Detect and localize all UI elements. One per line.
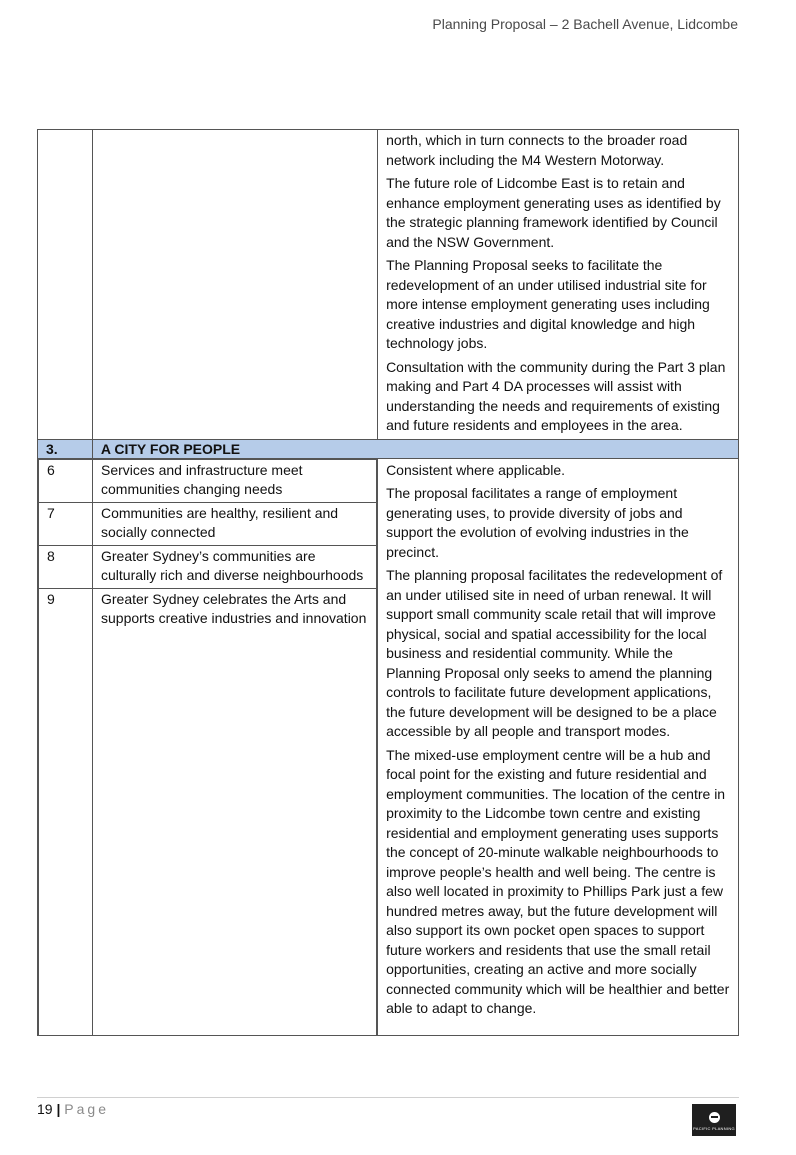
continuation-response-cell [378, 130, 739, 440]
footer-divider [37, 1097, 739, 1098]
strategy-table [37, 129, 739, 1036]
response-paragraph: The mixed-use employment centre will be a hub and focal point for the existing and future residential and employment communities. The location of the centre in proximity to the Lidcombe town centre and existing residential and employment generating uses supports the concept of 20-minute walkable neighbourhoods to improve people’s health and well being. The centre is also well located in proximity to Phillips Park just a few hundred metres away, but the future development will also support its own pocket open spaces to support future workers and residents that use the small retail opportunities, creating an active and more socially connected community which will be healthier and better able to adapt to change. [386, 746, 730, 1016]
objective-number: 8 [39, 545, 93, 588]
objectives-row [38, 458, 739, 1036]
section-heading-row [38, 439, 739, 458]
section-number: 3. [38, 439, 93, 458]
response-paragraph: Consistent where applicable. [386, 461, 566, 478]
response-paragraph: Consultation with the community during the Part 3 plan making and Part 4 DA processes will assist with understanding the needs and requirements of existing and future residents and employees in the area. [386, 358, 726, 433]
objective-row [39, 502, 377, 545]
objective-number: 6 [39, 459, 93, 502]
consistency-response-cell [378, 458, 739, 1036]
footer-separator: | [56, 1101, 61, 1117]
objective-text: Services and infrastructure meet communities changing needs [93, 459, 377, 502]
logo-mark-icon [709, 1112, 720, 1123]
page-footer [37, 1101, 109, 1117]
response-paragraph: The future role of Lidcombe East is to retain and enhance employment generating uses as identified by the strategic planning framework identified by Council and the NSW Government. [386, 175, 721, 250]
objective-text: Communities are healthy, resilient and socially connected [93, 502, 377, 545]
objective-row [39, 588, 377, 1035]
objective-row [39, 545, 377, 588]
page-number: 19 [37, 1101, 53, 1117]
response-paragraph: The proposal facilitates a range of employment generating uses, to provide diversity of jobs and support the evolution of evolving industries in the precinct. [386, 485, 689, 560]
page-label: Page [64, 1101, 109, 1117]
empty-number-cell [38, 130, 93, 440]
logo-text: PACIFIC PLANNING [693, 1125, 735, 1131]
response-paragraph: The Planning Proposal seeks to facilitate the redevelopment of an under utilised industrial site for more intense employment generating uses including creative industries and digital knowledge and high technology jobs. [386, 257, 710, 351]
section-title: A CITY FOR PEOPLE [92, 439, 738, 458]
objective-number: 7 [39, 502, 93, 545]
objective-text: Greater Sydney celebrates the Arts and supports creative industries and innovation [93, 588, 377, 1035]
page-header-title: Planning Proposal – 2 Bachell Avenue, Lidcombe [432, 16, 738, 32]
response-paragraph: The planning proposal facilitates the redevelopment of an under utilised site in need of urban renewal. It will support small community scale retail that will improve physical, social and spatial accessibility for the local business and residential community. While the Planning Proposal only seeks to amend the planning controls to facilitate future development applications, the future development will be designed to be a place accessible by all people and transport modes. [386, 567, 723, 739]
objective-number: 9 [39, 588, 93, 1035]
continuation-row [38, 130, 739, 440]
objectives-list [38, 459, 377, 1036]
objectives-cell [38, 458, 378, 1036]
response-paragraph: north, which in turn connects to the broader road network including the M4 Western Motorway. [386, 132, 688, 168]
company-logo [692, 1104, 736, 1136]
objective-text: Greater Sydney’s communities are culturally rich and diverse neighbourhoods [93, 545, 377, 588]
objective-row [39, 459, 377, 502]
empty-objective-cell [92, 130, 377, 440]
